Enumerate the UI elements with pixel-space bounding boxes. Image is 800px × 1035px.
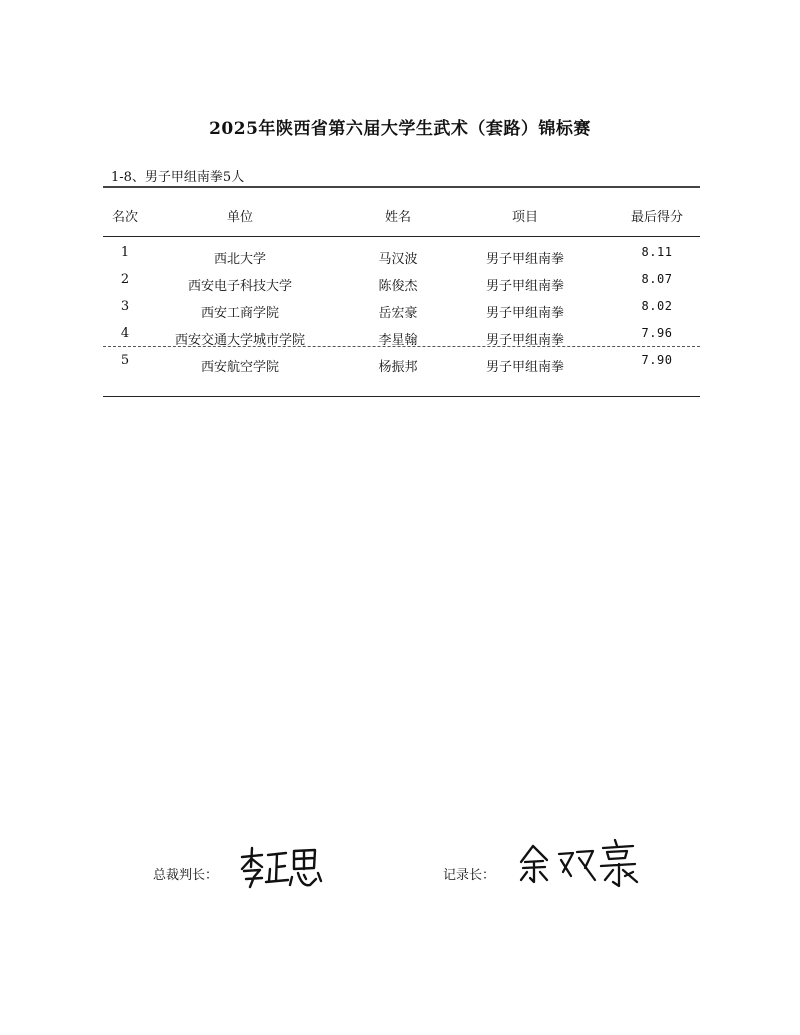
- header-score: 最后得分: [630, 210, 683, 225]
- header-event: 项目: [511, 210, 538, 225]
- row-1-rank: 1: [120, 245, 130, 260]
- row-5-score: 7.90: [641, 353, 673, 367]
- row-3-score: 8.02: [641, 299, 673, 313]
- recorder-signature: [515, 836, 645, 890]
- row-1-event: 男子甲组南拳: [485, 252, 564, 267]
- table-bottom-rule: [103, 396, 700, 397]
- recorder-label: 记录长：: [443, 868, 496, 883]
- row-3-rank: 3: [120, 299, 130, 314]
- row-4-name: 李星翰: [378, 333, 418, 348]
- row-4-unit: 西安交通大学城市学院: [174, 333, 305, 348]
- row-3-name: 岳宏豪: [378, 306, 418, 321]
- chief-referee-signature: [236, 843, 324, 891]
- row-4-event: 男子甲组南拳: [485, 333, 564, 348]
- header-bottom-rule: [103, 236, 700, 237]
- header-unit: 单位: [226, 210, 253, 225]
- row-1-name: 马汉波: [378, 252, 418, 267]
- chief-referee-label: 总裁判长：: [153, 868, 219, 883]
- row-1-unit: 西北大学: [213, 252, 266, 267]
- header-name: 姓名: [384, 210, 411, 225]
- row-5-rank: 5: [120, 353, 130, 368]
- row-4-rank: 4: [120, 326, 130, 341]
- row-2-unit: 西安电子科技大学: [187, 279, 292, 294]
- row-3-unit: 西安工商学院: [200, 306, 279, 321]
- row-5-event: 男子甲组南拳: [485, 360, 564, 375]
- event-subtitle: 1-8、男子甲组南拳5人: [111, 170, 245, 185]
- table-top-rule: [103, 186, 700, 188]
- row-2-event: 男子甲组南拳: [485, 279, 564, 294]
- page-title: 2025年陕西省第六届大学生武术（套路）锦标赛: [209, 119, 591, 139]
- row-2-name: 陈俊杰: [378, 279, 418, 294]
- row-2-score: 8.07: [641, 272, 673, 286]
- header-rank: 名次: [111, 210, 138, 225]
- row-2-rank: 2: [120, 272, 130, 287]
- row-5-unit: 西安航空学院: [200, 360, 279, 375]
- row-3-event: 男子甲组南拳: [485, 306, 564, 321]
- row-4-score: 7.96: [641, 326, 673, 340]
- qualification-dashed-rule: [103, 346, 700, 347]
- row-1-score: 8.11: [641, 245, 673, 259]
- row-5-name: 杨振邦: [378, 360, 418, 375]
